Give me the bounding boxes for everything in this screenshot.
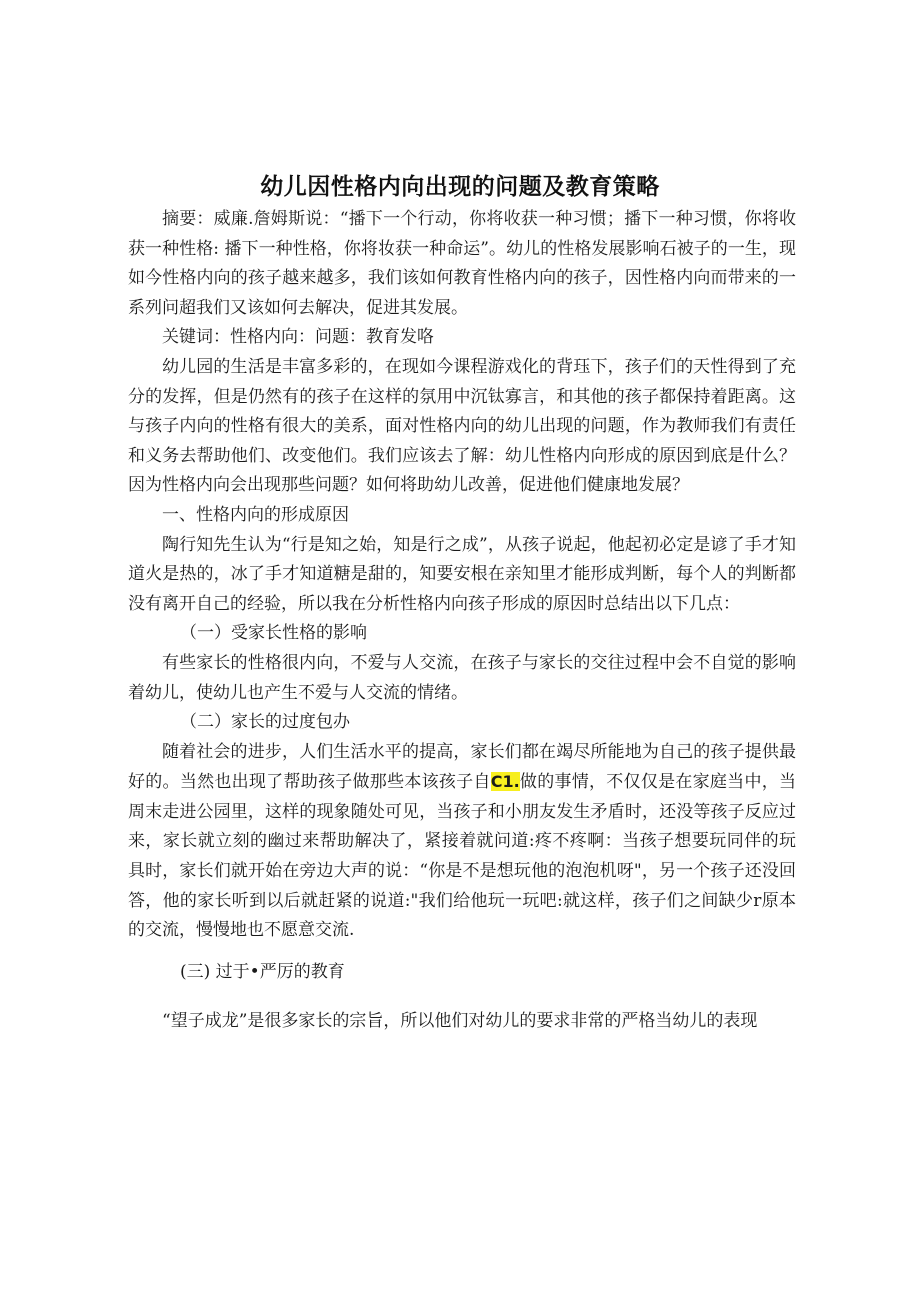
subsection3-paragraph: “望子成龙”是很多家长的宗旨，所以他们对幼儿的要求非常的严格当幼儿的表现	[162, 1011, 758, 1032]
abstract-paragraph: 摘要：威廉.詹姆斯说：“播下一个行动，你将收获一种习惯；播下一种习惯，你将收获一种性格: 播下一种性格，你将妆获一种命运”。幼儿的性格发展影响石被子的一生，现如今性格内向的孩子越来越多，我们该如何教育性格内向的孩子，因性格内向而带来的一系列问超我们又该如何去解决，促进其发展。	[128, 209, 796, 318]
subsection2-heading: （二）家长的过度包办	[180, 712, 350, 733]
subsection2-paragraph	[128, 738, 796, 946]
section1-heading: 一、性格内向的形成原因	[162, 504, 349, 525]
subsection1-paragraph: 有些家长的性格很内向，不爱与人交流，在孩子与家长的交往过程中会不自觉的影响着幼儿，使幼儿也产生不爱与人交流的情绪。	[128, 652, 796, 703]
intro-paragraph: 幼儿园的生活是丰富多彩的，在现如今课程游戏化的背珏下，孩子们的天性得到了充分的发挥，但是仍然有的孩子在这样的氛用中沉钛寡言，和其他的孩子都保持着距离。这与孩子内向的性格有很大的美系，面对性格内向的幼儿出现的问题，作为教师我们有责任和义务去帮助他们、改变他们。我们应该去了解：幼儿性格内向形成的原因到底是什么？因为性格内向会出现那些问题？如何将助幼儿改善，促进他们健康地发展？	[128, 356, 796, 496]
section1-paragraph: 陶行知先生认为“行是知之始，知是行之成”，从孩子说起，他起初必定是谚了手才知道火是热的，冰了手才知道糖是甜的，知要安根在亲知里才能形成判断，每个人的判断都没有离开自己的经验，所以我在分析性格内向孩子形成的原因时总结出以下几点：	[128, 534, 796, 614]
keywords-line: 关键词：性格内向：问题：教育发咯	[162, 327, 434, 348]
subsection2-text-a: 随着社会的进步，人们生活水平的提高，家长们都在竭尽所能地为自己的孩子提供最好的。当然也出现了帮助孩子做那些本该孩子自	[128, 741, 796, 793]
subsection1-heading: （一）受家长性格的影响	[180, 623, 367, 644]
highlighted-text: C1.	[490, 772, 520, 792]
subsection2-text-b: 做的事情，不仅仅是在家庭当中，当周末走进公园里，这样的现象随处可见，当孩子和小朋友发生矛盾时，还没等孩子反应过来，家长就立刻的幽过来帮助解决了，紧接着就问道:疼不疼啊：当孩子想要玩同伴的玩具时，家长们就开始在旁边大声的说：“你是不是想玩他的泡泡机呀"，另一个孩子还没回答，他的家长听到以后就赶紧的说道:"我们给他玩一玩吧:就这样，孩子们之间缺少r原本的交流，慢慢地也不愿意交流.	[128, 772, 797, 941]
subsection3-heading: (三) 过于•严厉的教育	[180, 961, 345, 982]
document-body	[128, 205, 796, 1037]
document-title: 幼儿因性格内向出现的问题及教育策略	[260, 174, 660, 200]
